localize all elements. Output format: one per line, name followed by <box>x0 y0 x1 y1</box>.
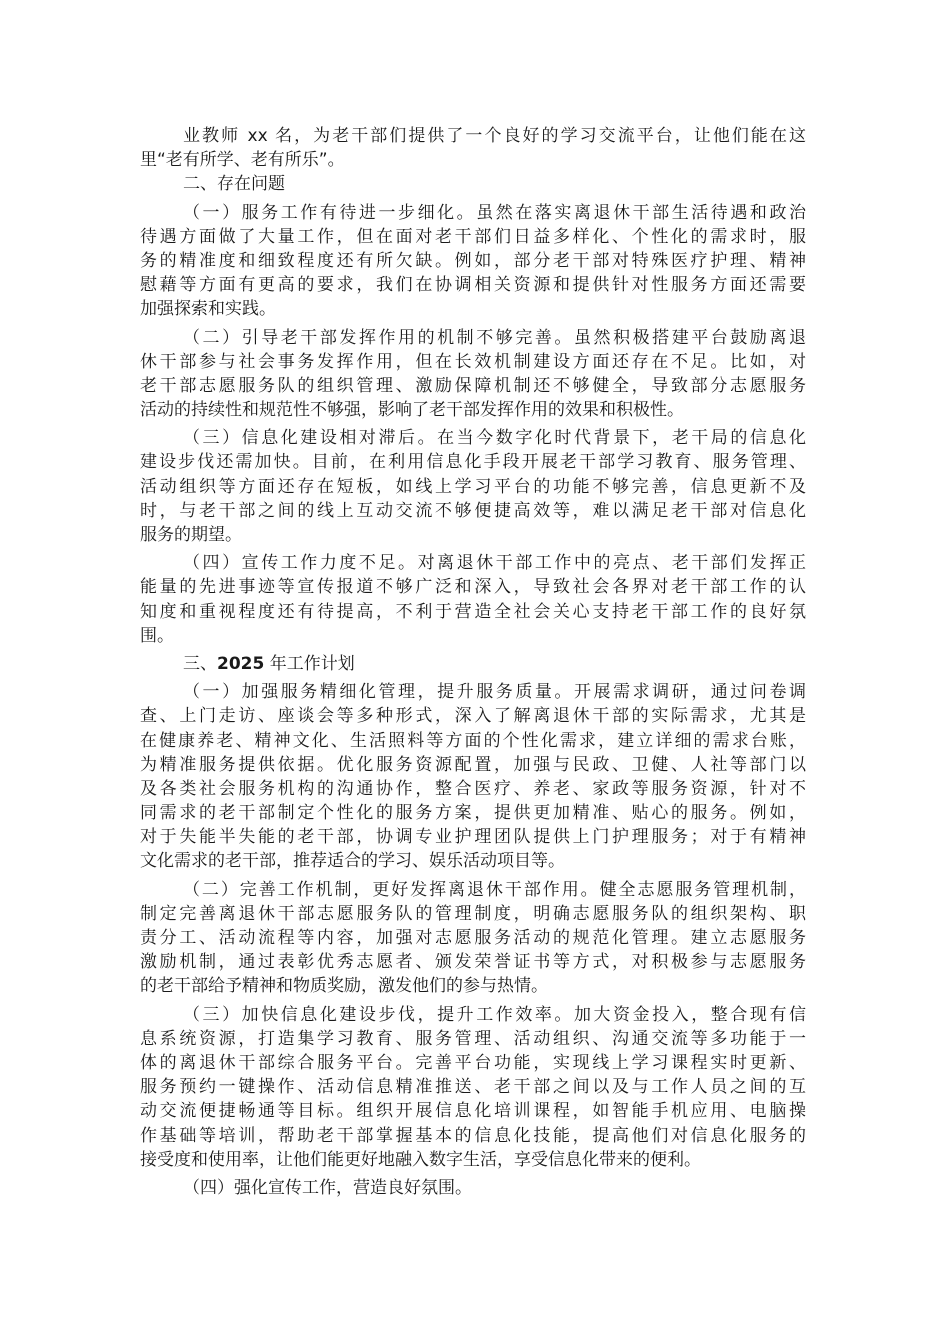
paragraph <box>140 878 806 999</box>
text-line: 服务预约一键操作、活动信息精准推送、老干部之间以及与工作人员之间的互 <box>140 1077 806 1098</box>
text-line: 活动的持续性和规范性不够强，影响了老干部发挥作用的效果和积极性。 <box>140 400 684 421</box>
section-heading <box>140 172 806 196</box>
text-line: 责分工、活动流程等内容，加强对志愿服务活动的规范化管理。建立志愿服务 <box>140 928 806 948</box>
text-line: （二）引导老干部发挥作用的机制不够完善。虽然积极搭建平台鼓励离退 <box>183 327 806 348</box>
text-line: 查、上门走访、座谈会等多种形式，深入了解离退休干部的实际需求，尤其是 <box>140 706 806 727</box>
text-line: （四）宣传工作力度不足。对离退休干部工作中的亮点、老干部们发挥正 <box>183 553 806 574</box>
text-line: 对于失能半失能的老干部，协调专业护理团队提供上门护理服务；对于有精神 <box>140 827 806 848</box>
text-line: 在健康养老、精神文化、生活照料等方面的个性化需求，建立详细的需求台账， <box>140 730 806 751</box>
text-line: 围。 <box>140 625 174 646</box>
document-page <box>140 124 806 1200</box>
paragraph <box>140 124 806 172</box>
text-line: 加强探索和实践。 <box>140 299 276 320</box>
text-line: 里“老有所学、老有所乐”。 <box>140 150 345 171</box>
text-line: 三、2025 年工作计划 <box>183 653 355 674</box>
text-line: 业教师 xx 名，为老干部们提供了一个良好的学习交流平台，让他们能在这 <box>183 126 806 146</box>
section-heading <box>140 652 806 676</box>
paragraph <box>140 326 806 423</box>
text-line: 及各类社会服务机构的沟通协作，整合医疗、养老、家政等服务资源，针对不 <box>140 778 806 799</box>
text-line: 的老干部给予精神和物质奖励，激发他们的参与热情。 <box>140 976 548 997</box>
paragraph <box>140 1003 806 1172</box>
text-line: （四）强化宣传工作，营造良好氛围。 <box>183 1177 472 1198</box>
paragraph <box>140 680 806 874</box>
text-line: 作基础等培训，帮助老干部掌握基本的信息化技能，提高他们对信息化服务的 <box>140 1125 806 1146</box>
text-line: （一）服务工作有待进一步细化。虽然在落实离退休干部生活待遇和政治 <box>183 202 806 223</box>
text-line: 活动组织等方面还存在短板，如线上学习平台的功能不够完善，信息更新不及 <box>140 476 806 497</box>
text-line: 二、存在问题 <box>183 174 285 195</box>
text-line: 同需求的老干部制定个性化的服务方案，提供更加精准、贴心的服务。例如， <box>140 803 806 824</box>
text-line: 知度和重视程度还有待提高，不利于营造全社会关心支持老干部工作的良好氛 <box>140 601 806 622</box>
paragraph <box>140 426 806 547</box>
paragraph <box>140 551 806 648</box>
paragraph <box>140 1176 806 1200</box>
text-line: 待遇方面做了大量工作，但在面对老干部们日益多样化、个性化的需求时，服 <box>140 226 806 247</box>
text-line: 老干部志愿服务队的组织管理、激励保障机制还不够健全，导致部分志愿服务 <box>140 375 806 396</box>
text-line: （三）信息化建设相对滞后。在当今数字化时代背景下，老干局的信息化 <box>183 428 806 449</box>
text-line: 息系统资源，打造集学习教育、服务管理、活动组织、沟通交流等多功能于一 <box>140 1028 806 1049</box>
text-line: 服务的期望。 <box>140 525 242 545</box>
text-line: 为精准服务提供依据。优化服务资源配置，加强与民政、卫健、人社等部门以 <box>140 754 806 775</box>
text-line: 休干部参与社会事务发挥作用，但在长效机制建设方面还存在不足。比如，对 <box>140 351 806 372</box>
text-line: （二）完善工作机制，更好发挥离退休干部作用。健全志愿服务管理机制， <box>183 879 806 900</box>
text-line: 务的精准度和细致程度还有所欠缺。例如，部分老干部对特殊医疗护理、精神 <box>140 250 806 271</box>
text-line: 慰藉等方面有更高的要求，我们在协调相关资源和提供针对性服务方面还需要 <box>140 275 806 296</box>
text-line: 体的离退休干部综合服务平台。完善平台功能，实现线上学习课程实时更新、 <box>140 1052 806 1073</box>
text-line: 能量的先进事迹等宣传报道不够广泛和深入，导致社会各界对老干部工作的认 <box>140 577 806 598</box>
text-line: 接受度和使用率，让他们能更好地融入数字生活，享受信息化带来的便利。 <box>140 1149 701 1170</box>
text-line: 文化需求的老干部，推荐适合的学习、娱乐活动项目等。 <box>140 851 565 872</box>
text-line: 激励机制，通过表彰优秀志愿者、颁发荣誉证书等方式，对积极参与志愿服务 <box>140 952 806 973</box>
text-line: （一）加强服务精细化管理，提升服务质量。开展需求调研，通过问卷调 <box>183 682 806 703</box>
text-line: （三）加快信息化建设步伐，提升工作效率。加大资金投入，整合现有信 <box>183 1004 806 1025</box>
text-line: 建设步伐还需加快。目前，在利用信息化手段开展老干部学习教育、服务管理、 <box>140 452 806 473</box>
paragraph <box>140 201 806 322</box>
text-line: 动交流便捷畅通等目标。组织开展信息化培训课程，如智能手机应用、电脑操 <box>140 1101 806 1122</box>
text-line: 制定完善离退休干部志愿服务队的管理制度，明确志愿服务队的组织架构、职 <box>140 903 806 924</box>
text-line: 时，与老干部之间的线上互动交流不够便捷高效等，难以满足老干部对信息化 <box>140 500 806 521</box>
